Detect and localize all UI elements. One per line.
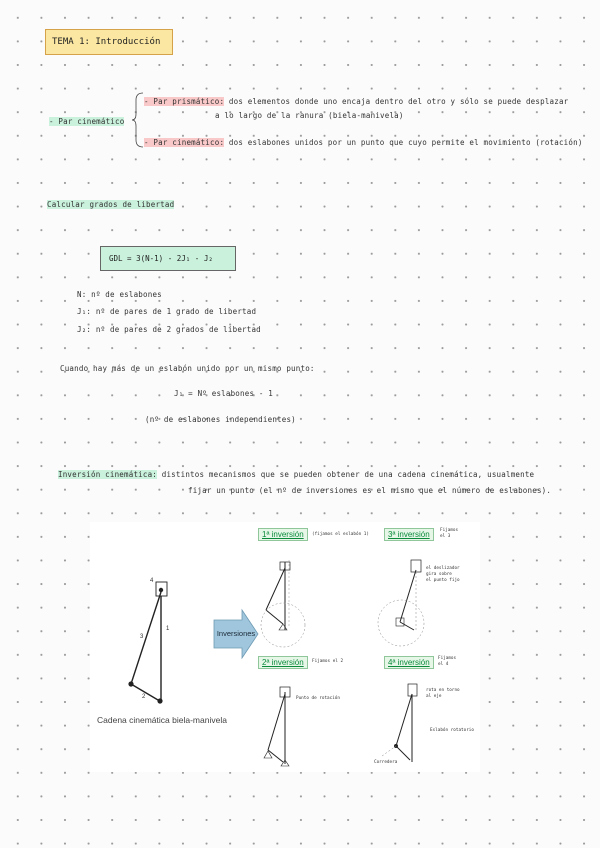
inversion-3-note-1: Fijamos <box>440 528 459 533</box>
inversions-arrow-label: Inversiones <box>216 629 256 638</box>
mechanism-drawing <box>90 522 480 772</box>
par-cinematico-label: - Par cinemático <box>49 117 125 126</box>
def-n: N: nº de eslabones <box>77 290 162 299</box>
inversion-1-note: (fijamos el eslabón 1) <box>312 532 369 537</box>
def-j1: J₁: nº de pares de 1 grado de libertad <box>77 307 257 316</box>
link-number-3: 3 <box>140 634 144 640</box>
inversion-4-note-2: el 4 <box>438 662 449 667</box>
link-number-2: 2 <box>142 694 146 700</box>
link-number-4: 4 <box>150 578 154 584</box>
inversion-3-note-2: el 3 <box>440 534 451 539</box>
multi-link-note: Cuando hay más de un eslabón unido por un mismo punto: <box>60 364 315 373</box>
prismatic-term: - Par prismático: <box>144 97 225 106</box>
page-title: TEMA 1: Introducción <box>45 29 173 55</box>
inversion-term: Inversión cinemática: <box>58 470 158 479</box>
inversion-desc-1: distintos mecanismos que se pueden obtener de una cadena cinemática, usualmente <box>161 470 535 479</box>
inversion-3-side-3: el punto fijo <box>426 578 460 583</box>
link-number-1: 1 <box>166 626 170 632</box>
inversion-4-note-1: Fijamos <box>438 656 457 661</box>
prismatic-desc: dos elementos donde uno encaja dentro del otro y sólo se puede desplazar <box>228 97 569 106</box>
inversion-3-side-2: gira sobre <box>426 572 452 577</box>
brace-icon <box>132 92 144 148</box>
def-j2: J₂: nº de pares de 2 grados de libertad <box>77 325 261 334</box>
gdl-heading: Calcular grados de libertad <box>47 200 175 209</box>
inversion-4-side-2: al eje <box>426 694 442 699</box>
inversion-4-label: 4ª inversión <box>384 656 434 669</box>
inversion-row <box>58 470 534 479</box>
prismatic-desc-2: a lo largo de la ranura (biela-manivela) <box>215 111 404 120</box>
inversion-2-label: 2ª inversión <box>258 656 308 669</box>
prismatic-row <box>144 97 568 106</box>
inversion-4-right: Eslabón rotatorio <box>430 728 474 733</box>
kinematic-row <box>144 138 583 147</box>
kinematic-desc: dos eslabones unidos por un punto que cuyo permite el movimiento (rotación) <box>228 138 583 147</box>
inversion-3-side-1: el deslizador <box>426 566 460 571</box>
inversion-desc-2: fijar un punto (el nº de inversiones es el mismo que el número de eslabones). <box>188 486 552 495</box>
kinematic-term: - Par cinemático: <box>144 138 225 147</box>
multi-link-paren: (nº de eslabones independientes) <box>145 415 296 424</box>
inversion-1-label: 1ª inversión <box>258 528 308 541</box>
inversion-2-side: Punto de rotación <box>296 696 340 701</box>
multi-link-formula: J₁ = Nº eslabones - 1 <box>174 389 274 398</box>
inversions-figure <box>90 522 480 772</box>
inversion-4-bottom: Corredera <box>374 760 398 765</box>
gdl-formula: GDL = 3(N-1) - 2J₁ - J₂ <box>100 246 236 271</box>
inversion-2-note: Fijamos el 2 <box>312 659 344 664</box>
inversion-3-label: 3ª inversión <box>384 528 434 541</box>
figure-caption: Cadena cinemática biela-manivela <box>97 715 227 725</box>
inversion-4-side-1: rota en torno <box>426 688 460 693</box>
